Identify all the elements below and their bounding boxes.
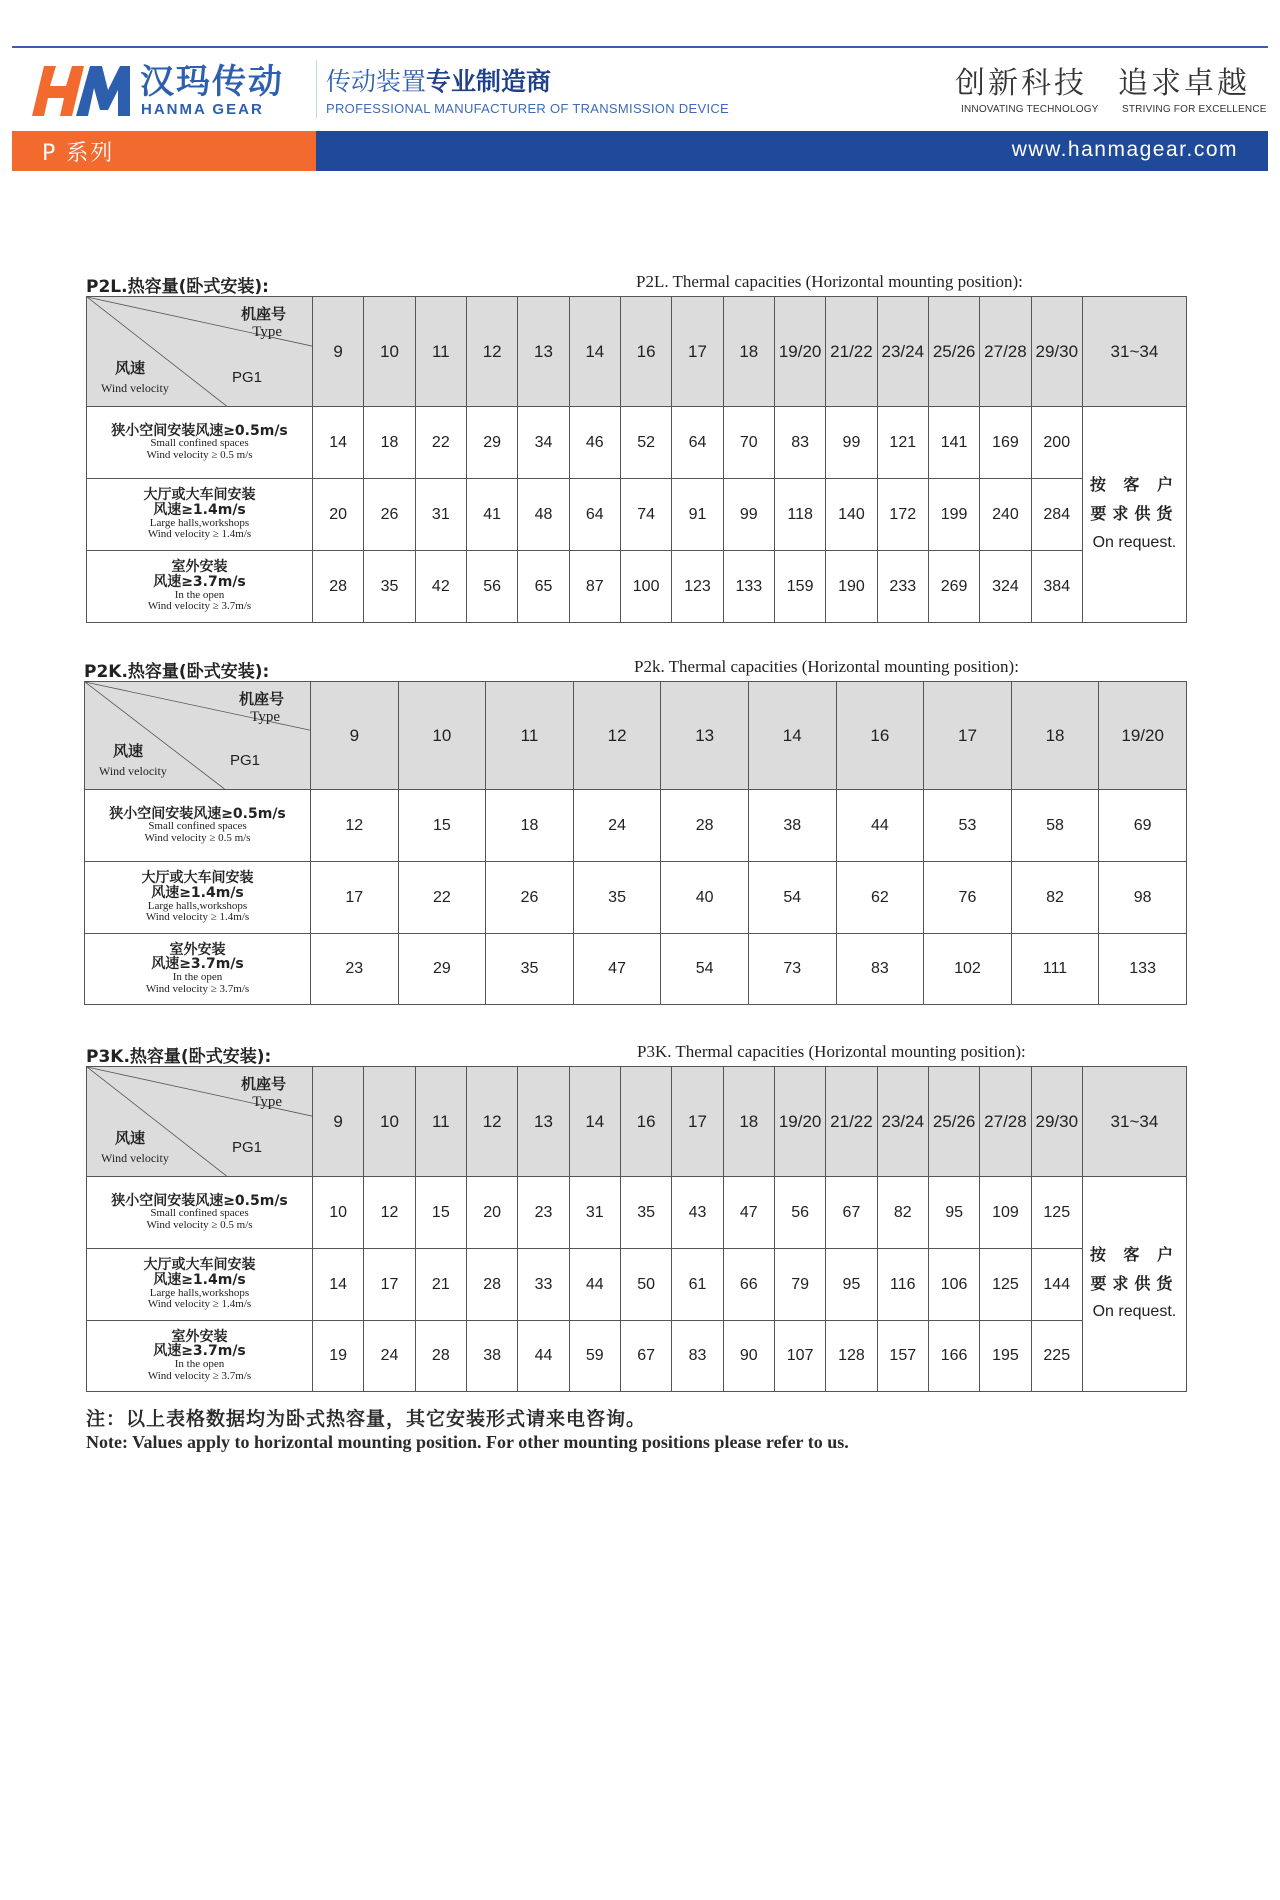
wind-label-en-2: Wind velocity ≥ 3.7m/s	[147, 1369, 252, 1382]
wind-label-en: Large halls,workshops	[147, 899, 248, 912]
capacity-value-cell: 17	[311, 862, 399, 934]
capacity-value-cell: 14	[313, 1249, 364, 1321]
capacity-value-cell: 69	[1099, 790, 1187, 862]
capacity-value-cell: 118	[774, 479, 825, 551]
corner-wind-cn: 风速	[115, 1129, 146, 1147]
capacity-value-cell: 22	[415, 407, 466, 479]
table-row	[87, 479, 1187, 551]
table-corner-cell	[85, 682, 311, 790]
size-header-cell: 19/20	[1099, 682, 1187, 790]
wind-label-en: In the open	[174, 1358, 225, 1371]
capacity-value-cell: 50	[620, 1249, 671, 1321]
capacity-value-cell: 20	[313, 479, 364, 551]
capacity-value-cell: 106	[928, 1249, 979, 1321]
table-row	[87, 1177, 1187, 1249]
size-header-cell: 31~34	[1082, 1067, 1186, 1177]
capacity-value-cell: 87	[569, 551, 620, 623]
capacity-value-cell: 233	[877, 551, 928, 623]
size-header-cell: 17	[672, 297, 723, 407]
capacity-value-cell: 90	[723, 1321, 774, 1392]
wind-label-cn: 狭小空间安装风速≥0.5m/s	[111, 422, 288, 439]
wind-velocity-label	[87, 479, 313, 551]
corner-pg-label: PG1	[229, 752, 260, 769]
table-row	[85, 862, 1187, 934]
size-header-cell: 31~34	[1082, 297, 1186, 407]
wind-label-cn-2: 风速≥1.4m/s	[153, 1271, 246, 1288]
wind-label-cn: 室外安装	[171, 1328, 228, 1345]
table-row	[85, 790, 1187, 862]
size-header-cell: 27/28	[980, 1067, 1031, 1177]
slogan-innovating-en: INNOVATING TECHNOLOGY	[961, 104, 1099, 115]
on-request-en: On request.	[1092, 533, 1177, 551]
size-header-cell: 13	[661, 682, 749, 790]
capacity-value-cell: 61	[672, 1249, 723, 1321]
corner-type-en: Type	[252, 324, 282, 340]
table-title-en: P3K. Thermal capacities (Horizontal mounting position):	[637, 1042, 1026, 1061]
capacity-value-cell: 116	[877, 1249, 928, 1321]
slogan-innovating-cn: 创新科技	[955, 66, 1087, 101]
size-header-cell: 19/20	[774, 297, 825, 407]
wind-label-en-2: Wind velocity ≥ 1.4m/s	[145, 911, 250, 924]
table-title-en: P2L. Thermal capacities (Horizontal mounting position):	[636, 272, 1023, 291]
size-header-cell: 12	[466, 1067, 517, 1177]
capacity-value-cell: 44	[836, 790, 924, 862]
capacity-value-cell: 38	[466, 1321, 517, 1392]
capacity-value-cell: 26	[486, 862, 574, 934]
capacity-value-cell: 15	[415, 1177, 466, 1249]
capacity-value-cell: 33	[518, 1249, 569, 1321]
capacity-value-cell: 172	[877, 479, 928, 551]
corner-wind-en: Wind velocity	[99, 764, 167, 778]
size-header-cell: 17	[924, 682, 1012, 790]
corner-wind-en: Wind velocity	[101, 1151, 169, 1165]
capacity-value-cell: 12	[364, 1177, 415, 1249]
table-row	[87, 1249, 1187, 1321]
wind-label-en-2: Wind velocity ≥ 0.5 m/s	[146, 1218, 253, 1231]
header-divider	[316, 60, 317, 118]
capacity-value-cell: 64	[569, 479, 620, 551]
capacity-value-cell: 195	[980, 1321, 1031, 1392]
size-header-cell: 11	[415, 297, 466, 407]
wind-label-cn-2: 风速≥3.7m/s	[151, 956, 244, 973]
table-header-row	[85, 682, 1187, 790]
capacity-value-cell: 54	[748, 862, 836, 934]
size-header-cell: 10	[364, 1067, 415, 1177]
capacity-value-cell: 95	[826, 1249, 877, 1321]
capacity-value-cell: 82	[1011, 862, 1099, 934]
capacity-value-cell: 384	[1031, 551, 1082, 623]
capacity-value-cell: 141	[928, 407, 979, 479]
capacity-value-cell: 125	[980, 1249, 1031, 1321]
wind-label-cn: 室外安装	[171, 559, 228, 576]
capacity-value-cell: 35	[620, 1177, 671, 1249]
size-header-cell: 10	[398, 682, 486, 790]
table-title-cn: P3K.热容量(卧式安装):	[86, 1047, 272, 1067]
capacity-value-cell: 199	[928, 479, 979, 551]
capacity-value-cell: 128	[826, 1321, 877, 1392]
capacity-value-cell: 111	[1011, 934, 1099, 1005]
capacity-value-cell: 102	[924, 934, 1012, 1005]
capacity-value-cell: 59	[569, 1321, 620, 1392]
capacity-value-cell: 21	[415, 1249, 466, 1321]
size-header-cell: 16	[620, 1067, 671, 1177]
wind-label-cn-2: 风速≥3.7m/s	[153, 573, 246, 590]
on-request-cn-2: 要求供货	[1090, 504, 1179, 524]
capacity-value-cell: 46	[569, 407, 620, 479]
slogan-striving-en: STRIVING FOR EXCELLENCE	[1122, 104, 1267, 115]
capacity-value-cell: 52	[620, 407, 671, 479]
wind-label-en: Small confined spaces	[150, 437, 249, 450]
capacity-value-cell: 91	[672, 479, 723, 551]
capacity-value-cell: 157	[877, 1321, 928, 1392]
size-header-cell: 14	[569, 297, 620, 407]
capacity-value-cell: 20	[466, 1177, 517, 1249]
capacity-value-cell: 159	[774, 551, 825, 623]
on-request-en: On request.	[1092, 1303, 1177, 1321]
table-header-row	[87, 297, 1187, 407]
size-header-cell: 12	[466, 297, 517, 407]
wind-label-cn-2: 风速≥1.4m/s	[153, 501, 246, 518]
capacity-value-cell: 42	[415, 551, 466, 623]
capacity-value-cell: 44	[569, 1249, 620, 1321]
capacity-value-cell: 65	[518, 551, 569, 623]
footnote-en: Note: Values apply to horizontal mounting position. For other mounting positions please refer to us.	[86, 1432, 849, 1452]
capacity-value-cell: 35	[573, 862, 661, 934]
size-header-cell: 13	[518, 297, 569, 407]
table-header-row	[87, 1067, 1187, 1177]
wind-label-en-2: Wind velocity ≥ 1.4m/s	[147, 1298, 252, 1311]
wind-velocity-label	[85, 790, 311, 862]
size-header-cell: 17	[672, 1067, 723, 1177]
capacity-value-cell: 74	[620, 479, 671, 551]
capacity-value-cell: 38	[748, 790, 836, 862]
series-bar	[12, 131, 316, 171]
on-request-cn: 按 客 户	[1089, 1244, 1179, 1264]
size-header-cell: 29/30	[1031, 297, 1082, 407]
capacity-value-cell: 123	[672, 551, 723, 623]
capacity-value-cell: 28	[466, 1249, 517, 1321]
capacity-value-cell: 41	[466, 479, 517, 551]
size-header-cell: 19/20	[774, 1067, 825, 1177]
capacity-value-cell: 22	[398, 862, 486, 934]
size-header-cell: 27/28	[980, 297, 1031, 407]
capacity-value-cell: 35	[364, 551, 415, 623]
website-bar	[316, 131, 1268, 171]
wind-label-cn: 大厅或大车间安装	[143, 487, 256, 504]
size-header-cell: 16	[836, 682, 924, 790]
capacity-value-cell: 56	[774, 1177, 825, 1249]
wind-label-en: Small confined spaces	[150, 1207, 249, 1220]
footnote-cn: 注：以上表格数据均为卧式热容量，其它安装形式请来电咨询。	[86, 1408, 647, 1430]
capacity-value-cell: 48	[518, 479, 569, 551]
website-link[interactable]: www.hanmagear.com	[1011, 138, 1238, 161]
capacity-value-cell: 29	[466, 407, 517, 479]
capacity-value-cell: 140	[826, 479, 877, 551]
wind-label-en: Small confined spaces	[148, 820, 247, 833]
capacity-value-cell: 17	[364, 1249, 415, 1321]
size-header-cell: 13	[518, 1067, 569, 1177]
size-header-cell: 14	[569, 1067, 620, 1177]
wind-label-en-2: Wind velocity ≥ 0.5 m/s	[146, 448, 253, 461]
size-header-cell: 21/22	[826, 1067, 877, 1177]
capacity-value-cell: 47	[573, 934, 661, 1005]
capacity-value-cell: 95	[928, 1177, 979, 1249]
wind-label-en: In the open	[174, 588, 225, 601]
capacity-value-cell: 98	[1099, 862, 1187, 934]
size-header-cell: 9	[313, 297, 364, 407]
size-header-cell: 14	[748, 682, 836, 790]
hm-logo-icon	[30, 62, 132, 118]
capacity-value-cell: 107	[774, 1321, 825, 1392]
wind-velocity-label	[87, 1321, 313, 1392]
on-request-cn-2: 要求供货	[1090, 1273, 1179, 1293]
capacity-value-cell: 100	[620, 551, 671, 623]
capacity-value-cell: 70	[723, 407, 774, 479]
wind-label-en-2: Wind velocity ≥ 3.7m/s	[147, 600, 252, 613]
table-title-cn: P2L.热容量(卧式安装):	[86, 277, 269, 297]
table-row	[87, 1321, 1187, 1392]
wind-label-en: Large halls,workshops	[149, 516, 250, 529]
size-header-cell: 25/26	[928, 297, 979, 407]
thermal-capacity-table	[86, 1066, 1187, 1392]
tagline-en: PROFESSIONAL MANUFACTURER OF TRANSMISSION DEVICE	[326, 101, 730, 116]
capacity-value-cell: 144	[1031, 1249, 1082, 1321]
wind-label-cn: 狭小空间安装风速≥0.5m/s	[111, 1192, 288, 1209]
corner-wind-cn: 风速	[115, 359, 146, 377]
capacity-value-cell: 83	[836, 934, 924, 1005]
wind-label-en: Large halls,workshops	[149, 1286, 250, 1299]
on-request-cn: 按 客 户	[1089, 475, 1179, 495]
size-header-cell: 25/26	[928, 1067, 979, 1177]
capacity-value-cell: 133	[1099, 934, 1187, 1005]
capacity-value-cell: 62	[836, 862, 924, 934]
corner-type-cn: 机座号	[240, 1075, 286, 1093]
capacity-value-cell: 67	[826, 1177, 877, 1249]
capacity-value-cell: 15	[398, 790, 486, 862]
capacity-value-cell: 121	[877, 407, 928, 479]
size-header-cell: 11	[486, 682, 574, 790]
size-header-cell: 16	[620, 297, 671, 407]
capacity-value-cell: 324	[980, 551, 1031, 623]
capacity-value-cell: 24	[364, 1321, 415, 1392]
tagline-cn: 传动装置专业制造商	[326, 67, 552, 96]
corner-pg-label: PG1	[231, 1139, 262, 1156]
table-title-en: P2k. Thermal capacities (Horizontal mounting position):	[634, 657, 1019, 676]
wind-velocity-label	[85, 934, 311, 1005]
wind-label-cn: 狭小空间安装风速≥0.5m/s	[109, 805, 286, 822]
size-header-cell: 23/24	[877, 1067, 928, 1177]
capacity-value-cell: 28	[313, 551, 364, 623]
capacity-value-cell: 53	[924, 790, 1012, 862]
series-label: P 系列	[42, 141, 115, 166]
capacity-value-cell: 40	[661, 862, 749, 934]
size-header-cell: 18	[723, 1067, 774, 1177]
capacity-value-cell: 23	[518, 1177, 569, 1249]
size-header-cell: 10	[364, 297, 415, 407]
capacity-value-cell: 83	[672, 1321, 723, 1392]
wind-label-cn-2: 风速≥3.7m/s	[153, 1343, 246, 1360]
wind-label-en: In the open	[172, 971, 223, 984]
capacity-value-cell: 18	[486, 790, 574, 862]
capacity-value-cell: 19	[313, 1321, 364, 1392]
capacity-value-cell: 64	[672, 407, 723, 479]
table-row	[85, 934, 1187, 1005]
capacity-value-cell: 99	[826, 407, 877, 479]
capacity-value-cell: 169	[980, 407, 1031, 479]
wind-velocity-label	[87, 551, 313, 623]
capacity-value-cell: 18	[364, 407, 415, 479]
wind-velocity-label	[87, 407, 313, 479]
wind-label-cn: 大厅或大车间安装	[141, 870, 254, 887]
size-header-cell: 11	[415, 1067, 466, 1177]
capacity-value-cell: 29	[398, 934, 486, 1005]
capacity-value-cell: 190	[826, 551, 877, 623]
corner-type-cn: 机座号	[240, 305, 286, 323]
wind-label-cn: 室外安装	[169, 941, 226, 958]
capacity-value-cell: 56	[466, 551, 517, 623]
capacity-value-cell: 12	[311, 790, 399, 862]
brand-name-cn: 汉玛传动	[140, 62, 284, 102]
wind-velocity-label	[85, 862, 311, 934]
slogan-striving-cn: 追求卓越	[1118, 66, 1250, 101]
capacity-value-cell: 125	[1031, 1177, 1082, 1249]
wind-label-en-2: Wind velocity ≥ 3.7m/s	[145, 982, 250, 995]
capacity-value-cell: 44	[518, 1321, 569, 1392]
capacity-value-cell: 284	[1031, 479, 1082, 551]
capacity-value-cell: 83	[774, 407, 825, 479]
wind-label-cn-2: 风速≥1.4m/s	[151, 884, 244, 901]
corner-pg-label: PG1	[231, 369, 262, 386]
capacity-value-cell: 47	[723, 1177, 774, 1249]
capacity-value-cell: 200	[1031, 407, 1082, 479]
capacity-value-cell: 10	[313, 1177, 364, 1249]
size-header-cell: 23/24	[877, 297, 928, 407]
capacity-value-cell: 67	[620, 1321, 671, 1392]
on-request-cell	[1082, 1177, 1186, 1392]
capacity-value-cell: 23	[311, 934, 399, 1005]
size-header-cell: 18	[723, 297, 774, 407]
thermal-capacity-table	[86, 296, 1187, 623]
capacity-value-cell: 269	[928, 551, 979, 623]
capacity-value-cell: 99	[723, 479, 774, 551]
thermal-capacity-table	[84, 681, 1187, 1005]
capacity-value-cell: 26	[364, 479, 415, 551]
capacity-value-cell: 109	[980, 1177, 1031, 1249]
capacity-value-cell: 240	[980, 479, 1031, 551]
capacity-value-cell: 14	[313, 407, 364, 479]
header-top-rule	[12, 46, 1268, 48]
table-title-cn: P2K.热容量(卧式安装):	[84, 662, 270, 682]
capacity-value-cell: 35	[486, 934, 574, 1005]
size-header-cell: 9	[311, 682, 399, 790]
brand-name-en: HANMA GEAR	[141, 101, 264, 118]
table-row	[87, 407, 1187, 479]
capacity-value-cell: 58	[1011, 790, 1099, 862]
wind-label-cn: 大厅或大车间安装	[143, 1257, 256, 1274]
size-header-cell: 12	[573, 682, 661, 790]
capacity-value-cell: 79	[774, 1249, 825, 1321]
capacity-value-cell: 82	[877, 1177, 928, 1249]
capacity-value-cell: 31	[569, 1177, 620, 1249]
corner-type-cn: 机座号	[238, 690, 284, 708]
size-header-cell: 18	[1011, 682, 1099, 790]
size-header-cell: 21/22	[826, 297, 877, 407]
capacity-value-cell: 34	[518, 407, 569, 479]
capacity-value-cell: 54	[661, 934, 749, 1005]
table-corner-cell	[87, 297, 313, 407]
capacity-value-cell: 28	[415, 1321, 466, 1392]
wind-velocity-label	[87, 1249, 313, 1321]
capacity-value-cell: 166	[928, 1321, 979, 1392]
on-request-cell	[1082, 407, 1186, 623]
table-row	[87, 551, 1187, 623]
capacity-value-cell: 31	[415, 479, 466, 551]
wind-velocity-label	[87, 1177, 313, 1249]
capacity-value-cell: 225	[1031, 1321, 1082, 1392]
corner-type-en: Type	[252, 1094, 282, 1110]
capacity-value-cell: 43	[672, 1177, 723, 1249]
size-header-cell: 29/30	[1031, 1067, 1082, 1177]
table-corner-cell	[87, 1067, 313, 1177]
size-header-cell: 9	[313, 1067, 364, 1177]
wind-label-en-2: Wind velocity ≥ 0.5 m/s	[144, 831, 251, 844]
corner-type-en: Type	[250, 709, 280, 725]
capacity-value-cell: 76	[924, 862, 1012, 934]
capacity-value-cell: 66	[723, 1249, 774, 1321]
corner-wind-cn: 风速	[113, 742, 144, 760]
capacity-value-cell: 24	[573, 790, 661, 862]
capacity-value-cell: 133	[723, 551, 774, 623]
wind-label-en-2: Wind velocity ≥ 1.4m/s	[147, 528, 252, 541]
capacity-value-cell: 73	[748, 934, 836, 1005]
corner-wind-en: Wind velocity	[101, 381, 169, 395]
capacity-value-cell: 28	[661, 790, 749, 862]
